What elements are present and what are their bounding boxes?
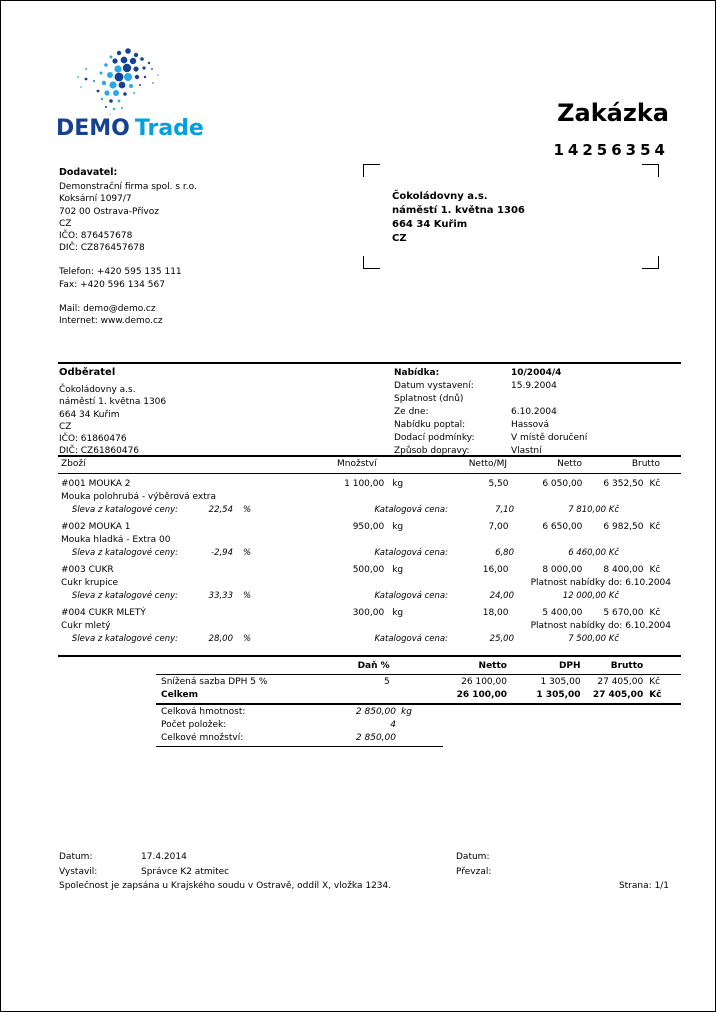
vat-brutto: 27 405,00 (597, 677, 644, 687)
catalog-label: Katalogová cena: (374, 548, 448, 558)
discount-value: 28,00 (208, 634, 233, 644)
item-code: #003 CUKR (61, 565, 114, 575)
supplier-internet: Internet: www.demo.cz (59, 316, 163, 327)
vat-label: Snížená sazba DPH 5 % (161, 677, 268, 687)
vat-row (156, 676, 681, 689)
item-qty: 500,00 (352, 565, 385, 575)
item-validity: Platnost nabídky do: 6.10.2004 (530, 578, 671, 588)
supplier-fax: Fax: +420 596 134 567 (59, 279, 165, 290)
customer-heading: Odběratel (59, 367, 116, 378)
offer-value: 10/2004/4 (511, 368, 562, 378)
customer-line: DIČ: CZ61860476 (59, 446, 140, 457)
document-title: Zakázka (557, 99, 669, 127)
supplier-line: Demonstrační firma spol. s r.o. (59, 182, 197, 193)
supplier-line: Koksární 1097/7 (59, 194, 132, 205)
total-netto: 26 100,00 (456, 690, 507, 700)
item-brutto: 6 982,50 (603, 522, 644, 532)
supplier-line: DIČ: CZ876457678 (59, 243, 145, 254)
divider (58, 473, 681, 474)
catalog-total: 12 000,00 Kč (562, 591, 619, 601)
supplier-mail: Mail: demo@demo.cz (59, 303, 156, 314)
summary-unit: kg (401, 707, 412, 717)
item-netto: 6 050,00 (542, 479, 583, 489)
header-brutto: Brutto (631, 459, 660, 469)
customer-line: náměstí 1. května 1306 (59, 397, 167, 408)
catalog-total: 7 810,00 Kč (568, 505, 619, 515)
item-currency: Kč (649, 608, 661, 618)
item-netto-mj: 7,00 (488, 522, 509, 532)
divider (58, 655, 681, 657)
items-table-header (58, 458, 681, 471)
supplier-line: IČO: 876457678 (59, 231, 133, 242)
supplier-block (59, 167, 339, 327)
supplier-phone: Telefon: +420 595 135 111 (59, 267, 182, 278)
catalog-total: 7 500,00 Kč (568, 634, 619, 644)
offer-label: Nabídku poptal: (394, 420, 466, 430)
crop-mark-top-left-icon (363, 164, 380, 177)
footer-date-value: 17.4.2014 (141, 852, 187, 862)
logo-wordmark (56, 118, 236, 140)
item-brutto: 5 670,00 (603, 608, 644, 618)
customer-line: 664 34 Kuřim (59, 409, 120, 420)
item-validity (671, 491, 681, 504)
divider (156, 674, 681, 675)
customer-line: CZ (59, 421, 72, 432)
header-goods: Zboží (61, 459, 86, 469)
summary-value: 4 (390, 720, 396, 730)
recipient-line: Čokoládovny a.s. (392, 191, 488, 202)
item-brutto: 6 352,50 (603, 479, 644, 489)
item-qty: 950,00 (352, 522, 385, 532)
footer-date2-label: Datum: (456, 852, 490, 862)
totals-header-tax: Daň % (357, 661, 390, 671)
logo-demo-text: DEMO (56, 116, 130, 141)
item-netto-mj: 5,50 (488, 479, 509, 489)
summary-unit (396, 732, 401, 745)
footer-page-number: Strana: 1/1 (618, 881, 669, 891)
discount-value: 22,54 (208, 505, 233, 515)
crop-mark-bottom-left-icon (363, 256, 380, 269)
discount-label: Sleva z katalogové ceny: (71, 548, 178, 558)
catalog-price: 24,00 (489, 591, 514, 601)
offer-label: Způsob dopravy: (394, 446, 470, 456)
summary-row (156, 732, 681, 745)
customer-block (59, 367, 359, 457)
footer-issued-label: Vystavil: (59, 866, 98, 877)
header-netto-mj: Netto/MJ (468, 459, 507, 469)
document-number: 14256354 (553, 141, 669, 159)
discount-value: 33,33 (208, 591, 233, 601)
item-currency: Kč (649, 479, 661, 489)
item-validity: Platnost nabídky do: 6.10.2004 (530, 621, 671, 631)
offer-value: V místě doručení (511, 433, 588, 443)
recipient-line: CZ (392, 233, 407, 244)
offer-details (394, 367, 681, 458)
divider (58, 362, 681, 364)
discount-unit: % (243, 634, 252, 644)
divider (156, 703, 681, 705)
supplier-line: 702 00 Ostrava-Přívoz (59, 206, 159, 217)
discount-unit: % (243, 548, 252, 558)
item-currency: Kč (649, 522, 661, 532)
supplier-line: CZ (59, 218, 72, 229)
totals-header-dph: DPH (558, 661, 581, 671)
item-unit: kg (392, 479, 404, 489)
summary-label: Celková hmotnost: (161, 707, 246, 717)
item-validity (671, 534, 681, 547)
logo-dots-icon (56, 47, 181, 115)
item-qty: 300,00 (352, 608, 385, 618)
item-description: Cukr krupice (61, 578, 119, 588)
item-qty: 1 100,00 (344, 479, 385, 489)
offer-value: Vlastní (511, 446, 542, 456)
totals-section (156, 660, 681, 747)
grand-total-row (156, 689, 681, 702)
item-netto: 5 400,00 (542, 608, 583, 618)
item-netto: 8 000,00 (542, 565, 583, 575)
catalog-label: Katalogová cena: (374, 634, 448, 644)
item-description: Mouka polohrubá - výběrová extra (61, 492, 216, 502)
discount-value: -2,94 (211, 548, 233, 558)
item-code: #001 MOUKA 2 (61, 479, 131, 489)
item-unit: kg (392, 565, 404, 575)
discount-unit: % (243, 505, 252, 515)
footer-date-label: Datum: (59, 852, 93, 862)
item-currency: Kč (649, 565, 661, 575)
offer-value: 6.10.2004 (511, 407, 557, 417)
discount-label: Sleva z katalogové ceny: (71, 505, 178, 515)
item-code: #004 CUKR MLETÝ (61, 608, 146, 618)
recipient-address-window (363, 164, 659, 269)
offer-label: Nabídka: (394, 368, 440, 378)
company-logo (56, 47, 236, 140)
offer-value: 15.9.2004 (511, 381, 557, 391)
catalog-price: 6,80 (495, 548, 514, 558)
offer-label: Splatnost (dnů) (394, 394, 464, 404)
item-code: #002 MOUKA 1 (61, 522, 131, 532)
offer-label: Datum vystavení: (394, 381, 474, 391)
footer (59, 850, 681, 894)
summary-label: Počet položek: (161, 720, 227, 730)
catalog-label: Katalogová cena: (374, 505, 448, 515)
total-label: Celkem (161, 690, 199, 700)
footer-issued-value: Správce K2 atmitec (141, 866, 230, 877)
recipient-address (392, 190, 525, 246)
offer-label: Dodací podmínky: (394, 433, 475, 443)
footer-registration: Společnost je zapsána u Krajského soudu v Ostravě, oddíl X, vložka 1234. (59, 881, 392, 891)
items-list (58, 478, 681, 650)
item-netto: 6 650,00 (542, 522, 583, 532)
item-description: Cukr mletý (61, 621, 111, 631)
item-unit: kg (392, 522, 404, 532)
header-quantity: Množství (337, 459, 377, 469)
offer-value: Hassová (511, 420, 550, 430)
catalog-label: Katalogová cena: (374, 591, 448, 601)
customer-line: IČO: 61860476 (59, 434, 127, 445)
item-row (58, 521, 681, 560)
divider (156, 746, 443, 747)
totals-header (156, 660, 681, 673)
summary-row (156, 719, 681, 732)
summary-unit (396, 719, 401, 732)
offer-value (511, 393, 681, 406)
customer-line: Čokoládovny a.s. (59, 385, 136, 396)
item-row (58, 607, 681, 646)
total-currency: Kč (649, 690, 662, 700)
item-netto-mj: 18,00 (482, 608, 509, 618)
catalog-price: 7,10 (495, 505, 514, 515)
item-brutto: 8 400,00 (603, 565, 644, 575)
catalog-total: 6 460,00 Kč (568, 548, 619, 558)
discount-label: Sleva z katalogové ceny: (71, 591, 178, 601)
totals-header-brutto: Brutto (610, 661, 644, 671)
item-netto-mj: 16,00 (482, 565, 509, 575)
vat-rate: 5 (383, 677, 390, 687)
offer-label: Ze dne: (394, 407, 429, 417)
item-row (58, 564, 681, 603)
totals-header-netto: Netto (478, 661, 507, 671)
item-unit: kg (392, 608, 404, 618)
vat-currency: Kč (649, 677, 661, 687)
summary-row (156, 706, 681, 719)
total-brutto: 27 405,00 (592, 690, 644, 700)
logo-trade-text: Trade (134, 116, 204, 141)
header-netto: Netto (557, 459, 582, 469)
discount-label: Sleva z katalogové ceny: (71, 634, 178, 644)
item-row (58, 478, 681, 517)
catalog-price: 25,00 (489, 634, 514, 644)
footer-received-label: Převzal: (456, 866, 492, 877)
total-dph: 1 305,00 (536, 690, 581, 700)
supplier-heading: Dodavatel: (59, 167, 118, 178)
crop-mark-bottom-right-icon (642, 256, 659, 269)
vat-dph: 1 305,00 (540, 677, 581, 687)
discount-unit: % (243, 591, 252, 601)
summary-label: Celkové množství: (161, 733, 244, 743)
recipient-line: 664 34 Kuřim (392, 219, 468, 230)
summary-value: 2 850,00 (355, 733, 396, 743)
vat-netto: 26 100,00 (461, 677, 507, 687)
summary-value: 2 850,00 (355, 707, 396, 717)
recipient-line: náměstí 1. května 1306 (392, 205, 525, 216)
item-description: Mouka hladká - Extra 00 (61, 535, 171, 545)
crop-mark-top-right-icon (642, 164, 659, 177)
